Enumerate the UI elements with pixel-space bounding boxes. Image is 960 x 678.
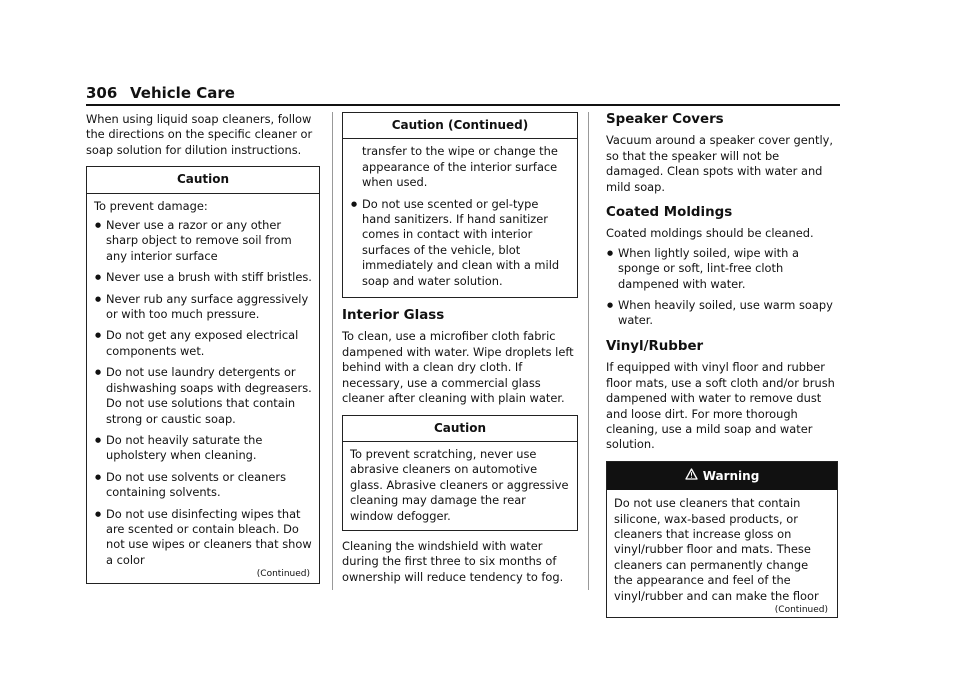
continued-label: (Continued) xyxy=(256,569,310,580)
list-item: ● Never rub any surface aggressively or with too much pressure. xyxy=(94,292,312,323)
column-divider xyxy=(332,112,333,590)
coated-moldings-intro: Coated moldings should be cleaned. xyxy=(606,226,814,241)
vinyl-rubber-heading: Vinyl/Rubber xyxy=(606,338,704,354)
list-item: ● When lightly soiled, wipe with a sponge or soft, lint-free cloth dampened with water. xyxy=(606,246,838,292)
moldings-list xyxy=(606,246,838,329)
caution-intro: To prevent damage: xyxy=(94,198,208,213)
list-item: ● Do not heavily saturate the upholstery when cleaning. xyxy=(94,433,312,464)
list-item: ● Do not use scented or gel-type hand sanitizers. If hand sanitizer comes in contact with interior surfaces of the vehicle, blot immediately and clean with a mild soap and water solution. xyxy=(350,197,570,289)
speaker-covers-text: Vacuum around a speaker cover gently, so that the speaker will not be damaged. Clean spots with water and mild soap. xyxy=(606,133,833,194)
coated-moldings-heading: Coated Moldings xyxy=(606,205,733,221)
page-header xyxy=(86,84,840,106)
caution-continued-title: Caution (Continued) xyxy=(343,113,577,139)
vinyl-rubber-text: If equipped with vinyl floor and rubber floor mats, use a soft cloth and/or brush dampened with water to remove dust and loose dirt. For more thorough cleaning, use a mild soap and water solution. xyxy=(606,360,835,452)
caution-box xyxy=(86,166,320,584)
windshield-text: Cleaning the windshield with water during the first three to six months of ownership will reduce tendency to fog. xyxy=(342,538,564,584)
interior-glass-text: To clean, use a microfiber cloth fabric dampened with water. Wipe droplets left behind with a clean dry cloth. If necessary, use a commercial glass cleaner after cleaning with plain water. xyxy=(342,329,574,406)
continued-label: (Continued) xyxy=(774,604,828,615)
list-item: ● Do not get any exposed electrical components wet. xyxy=(94,328,312,359)
warning-title-bar xyxy=(607,462,837,490)
glass-caution-box xyxy=(342,415,578,531)
section-title: Vehicle Care xyxy=(130,84,235,102)
speaker-covers-heading: Speaker Covers xyxy=(606,112,724,127)
column-1 xyxy=(86,112,320,592)
column-2 xyxy=(342,112,578,593)
page-number: 306 xyxy=(86,84,118,102)
caution-continued-box xyxy=(342,112,578,298)
list-item: ● Never use a razor or any other sharp object to remove soil from any interior surface xyxy=(94,218,312,264)
warning-box xyxy=(606,461,838,618)
column-3 xyxy=(606,112,838,618)
warning-text: Do not use cleaners that contain silicone, wax-based products, or cleaners that increase gloss on vinyl/rubber floor and mats. These cleaners can permanently change the appearance and feel of the vinyl/rubber and can make the floor xyxy=(614,496,819,603)
column-divider xyxy=(588,112,589,590)
glass-caution-text: To prevent scratching, never use abrasive cleaners on automotive glass. Abrasive cleaners or aggressive cleaning may damage the rear window defogger. xyxy=(350,446,569,523)
interior-glass-heading: Interior Glass xyxy=(342,308,445,324)
caution-continuation-text: transfer to the wipe or change the appearance of the interior surface when used. xyxy=(362,144,558,190)
glass-caution-title: Caution xyxy=(343,416,577,442)
caution-list xyxy=(94,218,312,568)
warning-title: Warning xyxy=(702,468,760,483)
list-item: ● Do not use disinfecting wipes that are scented or contain bleach. Do not use wipes or cleaners that show a color xyxy=(94,507,312,569)
warning-triangle-icon xyxy=(685,468,698,484)
list-item: ● Do not use solvents or cleaners containing solvents. xyxy=(94,470,312,501)
caution-list xyxy=(350,197,570,289)
intro-paragraph: When using liquid soap cleaners, follow the directions on the specific cleaner or soap solution for dilution instructions. xyxy=(86,112,313,157)
header-rule xyxy=(86,104,840,106)
list-item: ● Never use a brush with stiff bristles. xyxy=(94,270,312,285)
caution-title: Caution xyxy=(87,167,319,193)
list-item: ● When heavily soiled, use warm soapy water. xyxy=(606,298,838,329)
list-item: ● Do not use laundry detergents or dishwashing soaps with degreasers. Do not use solutions that contain strong or caustic soap. xyxy=(94,365,312,427)
